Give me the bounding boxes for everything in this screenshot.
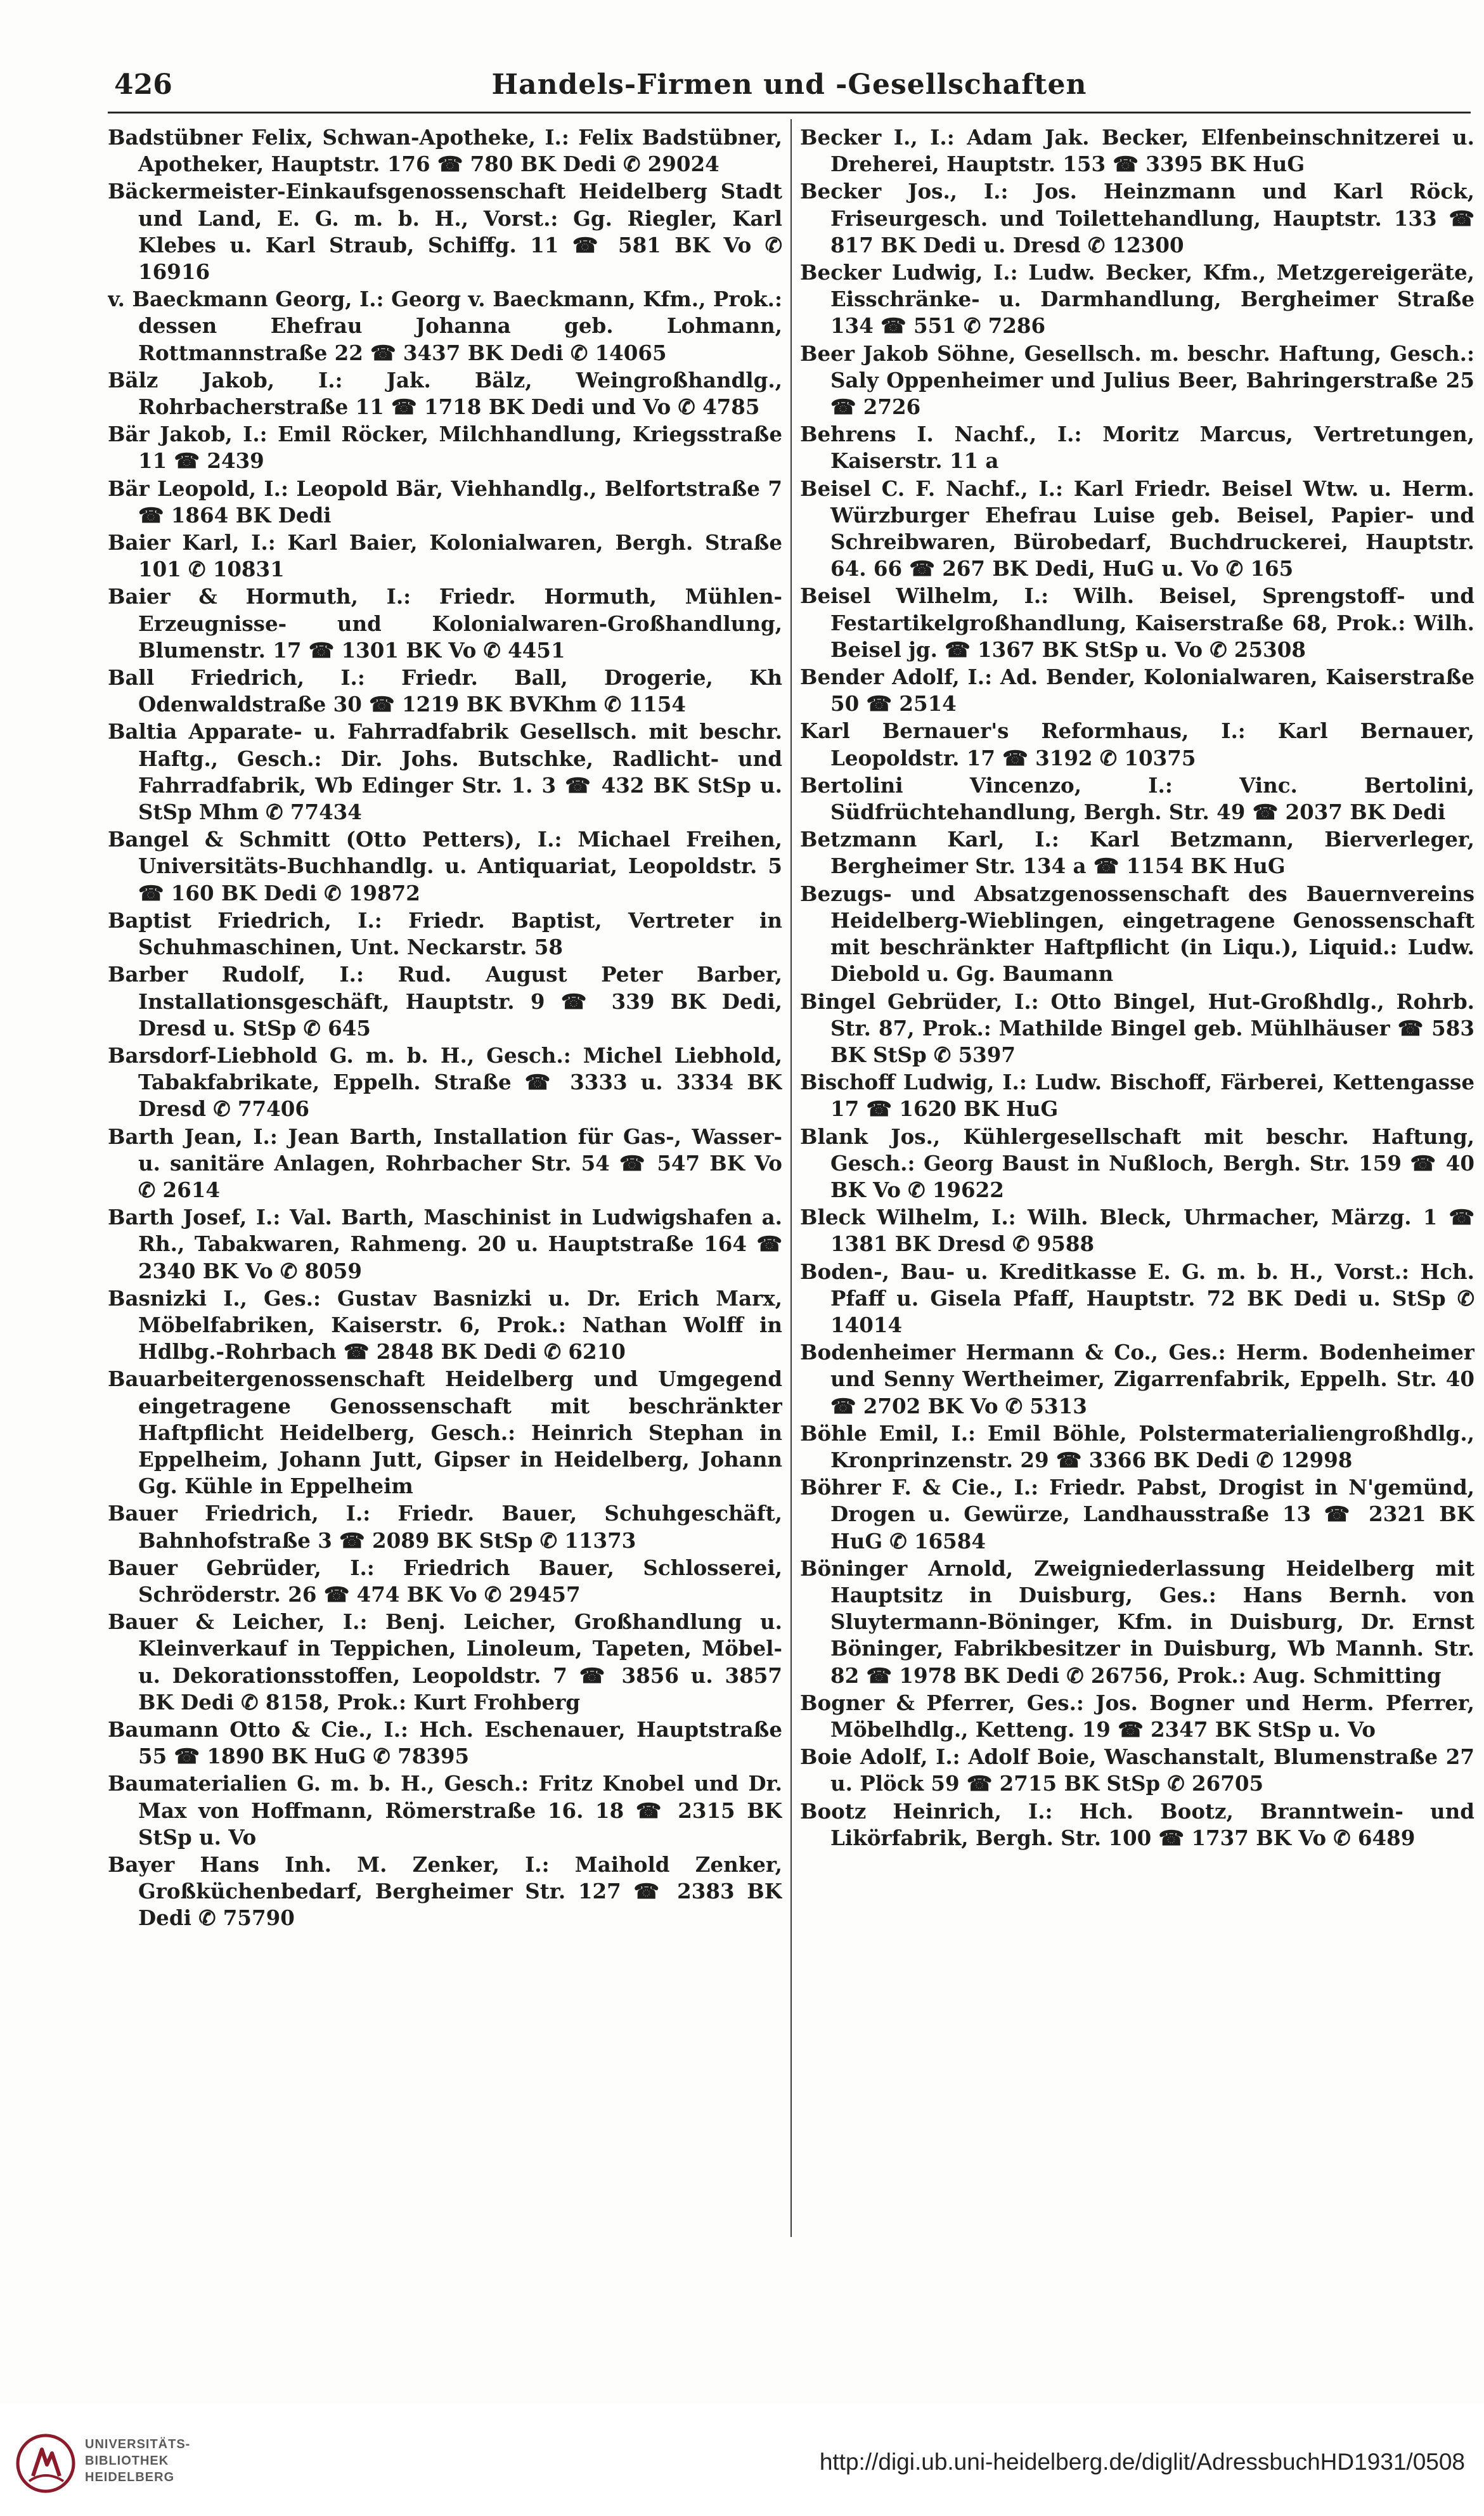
- directory-entry: Basnizki I., Ges.: Gustav Basnizki u. Dr. Erich Marx, Möbelfabriken, Kaiserstr. 6, Prok.: Nathan Wolff in Hdlbg.-Rohrbach ☎ 2848 BK Dedi ✆ 6210: [108, 1285, 782, 1365]
- directory-entry: Behrens I. Nachf., I.: Moritz Marcus, Vertretungen, Kaiserstr. 11 a: [800, 422, 1474, 474]
- directory-entry: Bleck Wilhelm, I.: Wilh. Bleck, Uhrmacher, Märzg. 1 ☎ 1381 BK Dresd ✆ 9588: [800, 1205, 1474, 1257]
- source-url-link[interactable]: http://digi.ub.uni-heidelberg.de/diglit/AdressbuchHD1931/0508: [819, 2449, 1465, 2475]
- directory-entry: Bangel & Schmitt (Otto Petters), I.: Michael Freihen, Universitäts-Buchhandlg. u. Antiquariat, Leopoldstr. 5 ☎ 160 BK Dedi ✆ 19872: [108, 827, 782, 905]
- directory-entry: Bauer Friedrich, I.: Friedr. Bauer, Schuhgeschäft, Bahnhofstraße 3 ☎ 2089 BK StSp ✆ 11373: [108, 1501, 782, 1553]
- directory-entry: Becker Jos., I.: Jos. Heinzmann und Karl Röck, Friseurgesch. und Toilettehandlung, Hauptstr. 133 ☎ 817 BK Dedi u. Dresd ✆ 12300: [800, 179, 1474, 257]
- directory-entry: Bogner & Pferrer, Ges.: Jos. Bogner und Herm. Pferrer, Möbelhdlg., Ketteng. 19 ☎ 2347 BK StSp u. Vo: [800, 1690, 1474, 1742]
- directory-entry: Baltia Apparate- u. Fahrradfabrik Gesellsch. mit beschr. Haftg., Gesch.: Dir. Johs. Butschke, Radlicht- und Fahrradfabrik, Wb Edinger Str. 1. 3 ☎ 432 BK StSp u. StSp Mhm ✆ 77434: [108, 719, 782, 825]
- directory-entry: Böninger Arnold, Zweigniederlassung Heidelberg mit Hauptsitz in Duisburg, Ges.: Hans Bernh. von Sluytermann-Böninger, Kfm. in Duisburg, Dr. Ernst Böninger, Fabrikbesitzer in Duisburg, Wb Mannh. Str. 82 ☎ 1978 BK Dedi ✆ 26756, Prok.: Aug. Schmitting: [800, 1555, 1474, 1688]
- directory-entry: Böhle Emil, I.: Emil Böhle, Polstermaterialiengroßhdlg., Kronprinzenstr. 29 ☎ 3366 BK Dedi ✆ 12998: [800, 1420, 1474, 1472]
- directory-entry: Badstübner Felix, Schwan-Apotheke, I.: Felix Badstübner, Apotheker, Hauptstr. 176 ☎ 780 BK Dedi ✆ 29024: [108, 125, 782, 177]
- directory-entry: Bär Leopold, I.: Leopold Bär, Viehhandlg., Belfortstraße 7 ☎ 1864 BK Dedi: [108, 476, 782, 528]
- directory-entry: Becker I., I.: Adam Jak. Becker, Elfenbeinschnitzerei u. Dreherei, Hauptstr. 153 ☎ 3395 BK HuG: [800, 125, 1474, 177]
- directory-entry: Baier Karl, I.: Karl Baier, Kolonialwaren, Bergh. Straße 101 ✆ 10831: [108, 530, 782, 582]
- header-rule: [108, 112, 1471, 113]
- directory-entry: Böhrer F. & Cie., I.: Friedr. Pabst, Drogist in N'gemünd, Drogen u. Gewürze, Landhausstraße 13 ☎ 2321 BK HuG ✆ 16584: [800, 1475, 1474, 1553]
- directory-entry: Bootz Heinrich, I.: Hch. Bootz, Branntwein- und Likörfabrik, Bergh. Str. 100 ☎ 1737 BK Vo ✆ 6489: [800, 1798, 1474, 1850]
- footer: [0, 2403, 1484, 2516]
- directory-entry: Boie Adolf, I.: Adolf Boie, Waschanstalt, Blumenstraße 27 u. Plöck 59 ☎ 2715 BK StSp ✆ 26705: [800, 1744, 1474, 1796]
- directory-entry: Baumaterialien G. m. b. H., Gesch.: Fritz Knobel und Dr. Max von Hoffmann, Römerstraße 16. 18 ☎ 2315 BK StSp u. Vo: [108, 1771, 782, 1850]
- directory-entry: Ball Friedrich, I.: Friedr. Ball, Drogerie, Kh Odenwaldstraße 30 ☎ 1219 BK BVKhm ✆ 1154: [108, 665, 782, 717]
- directory-entry: Bender Adolf, I.: Ad. Bender, Kolonialwaren, Kaiserstraße 50 ☎ 2514: [800, 665, 1474, 717]
- directory-entry: Bertolini Vincenzo, I.: Vinc. Bertolini, Südfrüchtehandlung, Bergh. Str. 49 ☎ 2037 BK Dedi: [800, 772, 1474, 825]
- column-divider: [790, 119, 792, 2237]
- directory-entry: Bodenheimer Hermann & Co., Ges.: Herm. Bodenheimer und Senny Wertheimer, Zigarrenfabrik, Eppelh. Str. 40 ☎ 2702 BK Vo ✆ 5313: [800, 1340, 1474, 1418]
- directory-entry: Bauarbeitergenossenschaft Heidelberg und Umgegend eingetragene Genossenschaft mit beschränkter Haftpflicht Heidelberg, Gesch.: Heinrich Stephan in Eppelheim, Johann Jutt, Gipser in Heidelberg, Johann Gg. Kühle in Eppelheim: [108, 1366, 782, 1499]
- directory-entry: Bälz Jakob, I.: Jak. Bälz, Weingroßhandlg., Rohrbacherstraße 11 ☎ 1718 BK Dedi und Vo ✆ 4785: [108, 367, 782, 420]
- directory-entry: Betzmann Karl, I.: Karl Betzmann, Bierverleger, Bergheimer Str. 134 a ☎ 1154 BK HuG: [800, 827, 1474, 879]
- page-number: 426: [114, 68, 172, 101]
- library-name: [85, 2436, 190, 2486]
- directory-entry: Karl Bernauer's Reformhaus, I.: Karl Bernauer, Leopoldstr. 17 ☎ 3192 ✆ 10375: [800, 718, 1474, 770]
- directory-entry: Boden-, Bau- u. Kreditkasse E. G. m. b. H., Vorst.: Hch. Pfaff u. Gisela Pfaff, Hauptstr. 72 BK Dedi u. StSp ✆ 14014: [800, 1259, 1474, 1337]
- library-name-line: BIBLIOTHEK: [85, 2454, 169, 2468]
- directory-entry: Baumann Otto & Cie., I.: Hch. Eschenauer, Hauptstraße 55 ☎ 1890 BK HuG ✆ 78395: [108, 1716, 782, 1769]
- running-title: Handels-Firmen und -Gesellschaften: [491, 68, 1087, 101]
- directory-entry: Bauer & Leicher, I.: Benj. Leicher, Großhandlung u. Kleinverkauf in Teppichen, Linoleum, Tapeten, Möbel- u. Dekorationsstoffen, Leopoldstr. 7 ☎ 3856 u. 3857 BK Dedi ✆ 8158, Prok.: Kurt Frohberg: [108, 1609, 782, 1715]
- directory-entry: Bingel Gebrüder, I.: Otto Bingel, Hut-Großhdlg., Rohrb. Str. 87, Prok.: Mathilde Bingel geb. Mühlhäuser ☎ 583 BK StSp ✆ 5397: [800, 989, 1474, 1067]
- directory-entry: Bayer Hans Inh. M. Zenker, I.: Maihold Zenker, Großküchenbedarf, Bergheimer Str. 127 ☎ 2383 BK Dedi ✆ 75790: [108, 1852, 782, 1931]
- directory-entry: Beisel C. F. Nachf., I.: Karl Friedr. Beisel Wtw. u. Herm. Würzburger Ehefrau Luise geb. Beisel, Papier- und Schreibwaren, Bürobedarf, Buchdruckerei, Hauptstr. 64. 66 ☎ 267 BK Dedi, HuG u. Vo ✆ 165: [800, 476, 1474, 581]
- directory-entry: Bäckermeister-Einkaufsgenossenschaft Heidelberg Stadt und Land, E. G. m. b. H., Vorst.: Gg. Riegler, Karl Klebes u. Karl Straub, Schiffg. 11 ☎ 581 BK Vo ✆ 16916: [108, 179, 782, 285]
- directory-entry: Bischoff Ludwig, I.: Ludw. Bischoff, Färberei, Kettengasse 17 ☎ 1620 BK HuG: [800, 1070, 1474, 1122]
- directory-entry: Barth Josef, I.: Val. Barth, Maschinist in Ludwigshafen a. Rh., Tabakwaren, Rahmeng. 20 u. Hauptstraße 164 ☎ 2340 BK Vo ✆ 8059: [108, 1205, 782, 1283]
- directory-entry: Barber Rudolf, I.: Rud. August Peter Barber, Installationsgeschäft, Hauptstr. 9 ☎ 339 BK Dedi, Dresd u. StSp ✆ 645: [108, 962, 782, 1041]
- directory-entry: Blank Jos., Kühlergesellschaft mit beschr. Haftung, Gesch.: Georg Baust in Nußloch, Bergh. Str. 159 ☎ 40 BK Vo ✆ 19622: [800, 1124, 1474, 1202]
- directory-entry: Baier & Hormuth, I.: Friedr. Hormuth, Mühlen-Erzeugnisse- und Kolonialwaren-Großhandlung, Blumenstr. 17 ☎ 1301 BK Vo ✆ 4451: [108, 584, 782, 663]
- directory-entry: Beisel Wilhelm, I.: Wilh. Beisel, Sprengstoff- und Festartikelgroßhandlung, Kaiserstraße 68, Prok.: Wilh. Beisel jg. ☎ 1367 BK StSp u. Vo ✆ 25308: [800, 583, 1474, 662]
- library-logo-icon: [14, 2432, 77, 2495]
- left-column: [108, 124, 782, 2242]
- directory-entry: Barth Jean, I.: Jean Barth, Installation für Gas-, Wasser- u. sanitäre Anlagen, Rohrbacher Str. 54 ☎ 547 BK Vo ✆ 2614: [108, 1124, 782, 1202]
- directory-entry: Becker Ludwig, I.: Ludw. Becker, Kfm., Metzgereigeräte, Eisschränke- u. Darmhandlung, Bergheimer Straße 134 ☎ 551 ✆ 7286: [800, 260, 1474, 339]
- directory-entry: v. Baeckmann Georg, I.: Georg v. Baeckmann, Kfm., Prok.: dessen Ehefrau Johanna geb. Lohmann, Rottmannstraße 22 ☎ 3437 BK Dedi ✆ 14065: [108, 287, 782, 365]
- library-name-line: HEIDELBERG: [85, 2470, 175, 2484]
- right-column: [800, 124, 1474, 2242]
- library-name-line: UNIVERSITÄTS-: [85, 2437, 191, 2451]
- directory-entry: Barsdorf-Liebhold G. m. b. H., Gesch.: Michel Liebhold, Tabakfabrikate, Eppelh. Straße ☎ 3333 u. 3334 BK Dresd ✆ 77406: [108, 1042, 782, 1122]
- page-header: [108, 68, 1471, 108]
- directory-entry: Baptist Friedrich, I.: Friedr. Baptist, Vertreter in Schuhmaschinen, Unt. Neckarstr. 58: [108, 907, 782, 960]
- directory-entry: Bär Jakob, I.: Emil Röcker, Milchhandlung, Kriegsstraße 11 ☎ 2439: [108, 422, 782, 474]
- directory-entry: Bezugs- und Absatzgenossenschaft des Bauernvereins Heidelberg-Wieblingen, eingetragene Genossenschaft mit beschränkter Haftpflicht (in Liqu.), Liquid.: Ludw. Diebold u. Gg. Baumann: [800, 881, 1474, 987]
- directory-entry: Bauer Gebrüder, I.: Friedrich Bauer, Schlosserei, Schröderstr. 26 ☎ 474 BK Vo ✆ 29457: [108, 1555, 782, 1607]
- directory-entry: Beer Jakob Söhne, Gesellsch. m. beschr. Haftung, Gesch.: Saly Oppenheimer und Julius Beer, Bahringerstraße 25 ☎ 2726: [800, 340, 1474, 420]
